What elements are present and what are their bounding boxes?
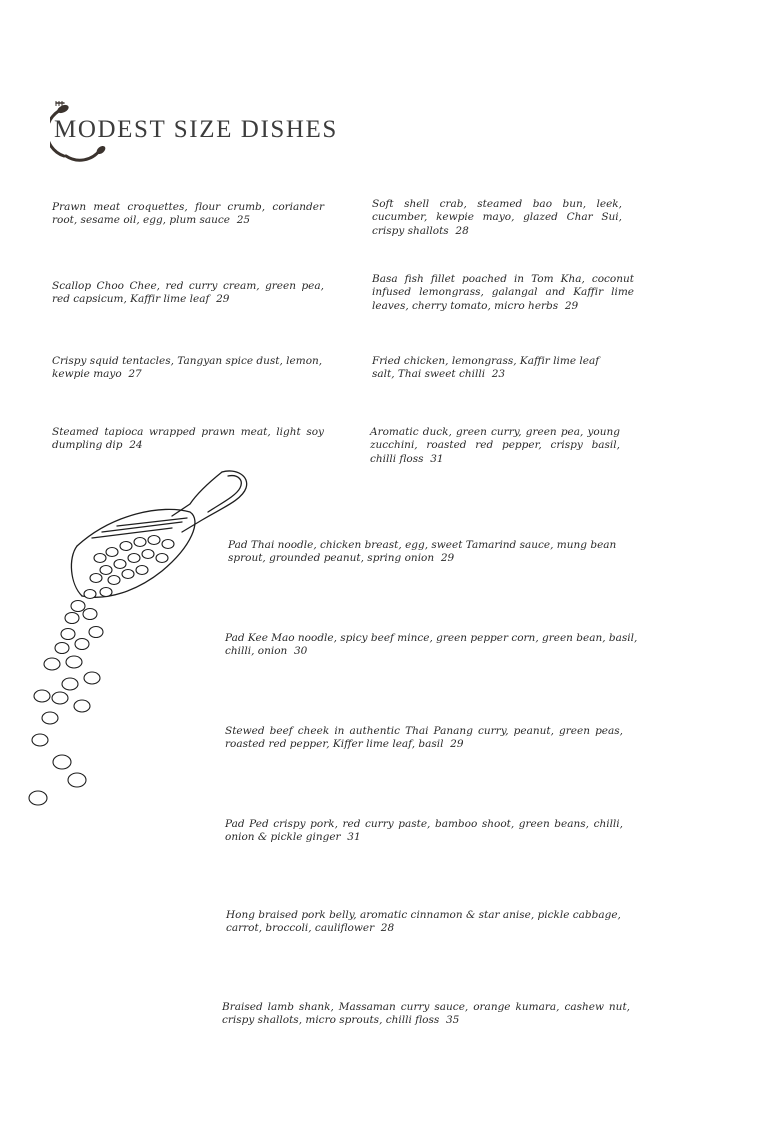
menu-item bbox=[222, 1001, 630, 1028]
menu-item bbox=[52, 426, 324, 453]
dish-price: 30 bbox=[293, 645, 308, 658]
dish-description: Pad Kee Mao noodle, spicy beef mince, green pepper corn, green bean, basil, chilli, onion bbox=[225, 632, 638, 658]
dish-description: Prawn meat croquettes, flour crumb, coriander root, sesame oil, egg, plum sauce bbox=[52, 201, 324, 227]
dish-description: Stewed beef cheek in authentic Thai Panang curry, peanut, green peas, roasted red pepper, Kiffer lime leaf, basil bbox=[225, 725, 623, 751]
dish-description: Pad Thai noodle, chicken breast, egg, sweet Tamarind sauce, mung bean sprout, grounded peanut, spring onion bbox=[228, 539, 617, 565]
dish-price: 29 bbox=[564, 299, 579, 312]
dish-description: Braised lamb shank, Massaman curry sauce, orange kumara, cashew nut, crispy shallots, micro sprouts, chilli floss bbox=[222, 1001, 630, 1027]
dish-price: 35 bbox=[445, 1014, 460, 1027]
menu-item bbox=[372, 198, 622, 238]
dish-description: Scallop Choo Chee, red curry cream, green pea, red capsicum, Kaffir lime leaf bbox=[52, 280, 324, 306]
menu-item bbox=[52, 280, 324, 307]
dish-description: Aromatic duck, green curry, green pea, young zucchini, roasted red pepper, crispy basil, chilli floss bbox=[370, 426, 620, 465]
section-title: MODEST SIZE DISHES bbox=[54, 116, 338, 143]
menu-item bbox=[225, 632, 643, 659]
dish-description: Fried chicken, lemongrass, Kaffir lime leaf salt, Thai sweet chilli bbox=[372, 355, 600, 381]
dish-description: Steamed tapioca wrapped prawn meat, light soy dumpling dip bbox=[52, 426, 324, 452]
dish-description: Crispy squid tentacles, Tangyan spice dust, lemon, kewpie mayo bbox=[52, 355, 323, 381]
dish-description: Soft shell crab, steamed bao bun, leek, cucumber, kewpie mayo, glazed Char Sui, crispy shallots bbox=[372, 198, 622, 237]
dish-price: 29 bbox=[450, 738, 464, 751]
dish-description: Hong braised pork belly, aromatic cinnamon & star anise, pickle cabbage, carrot, broccoli, cauliflower bbox=[226, 909, 621, 935]
dish-price: 29 bbox=[440, 552, 455, 565]
dish-price: 28 bbox=[380, 922, 395, 935]
dish-price: 31 bbox=[430, 452, 444, 465]
section-heading bbox=[50, 100, 370, 164]
dish-price: 24 bbox=[129, 439, 143, 452]
menu-item bbox=[372, 355, 622, 382]
menu-item bbox=[225, 725, 623, 752]
dish-price: 31 bbox=[347, 831, 361, 844]
dish-description: Pad Ped crispy pork, red curry paste, bamboo shoot, green beans, chilli, onion & pickle ginger bbox=[225, 818, 623, 844]
scoop-of-beans-illustration bbox=[22, 466, 257, 816]
menu-item bbox=[225, 818, 623, 845]
menu-item bbox=[228, 539, 638, 566]
dish-price: 29 bbox=[216, 293, 230, 306]
menu-item bbox=[372, 273, 634, 313]
menu-item bbox=[226, 909, 636, 936]
dish-price: 27 bbox=[128, 368, 142, 381]
menu-item bbox=[52, 355, 332, 382]
dish-description: Basa fish fillet poached in Tom Kha, coconut infused lemongrass, galangal and Kaffir lime leaves, cherry tomato, micro herbs bbox=[372, 273, 634, 312]
menu-item bbox=[52, 201, 324, 228]
dish-price: 28 bbox=[455, 224, 469, 237]
dish-price: 23 bbox=[491, 368, 506, 381]
menu-item bbox=[370, 426, 620, 466]
dish-price: 25 bbox=[236, 214, 251, 227]
